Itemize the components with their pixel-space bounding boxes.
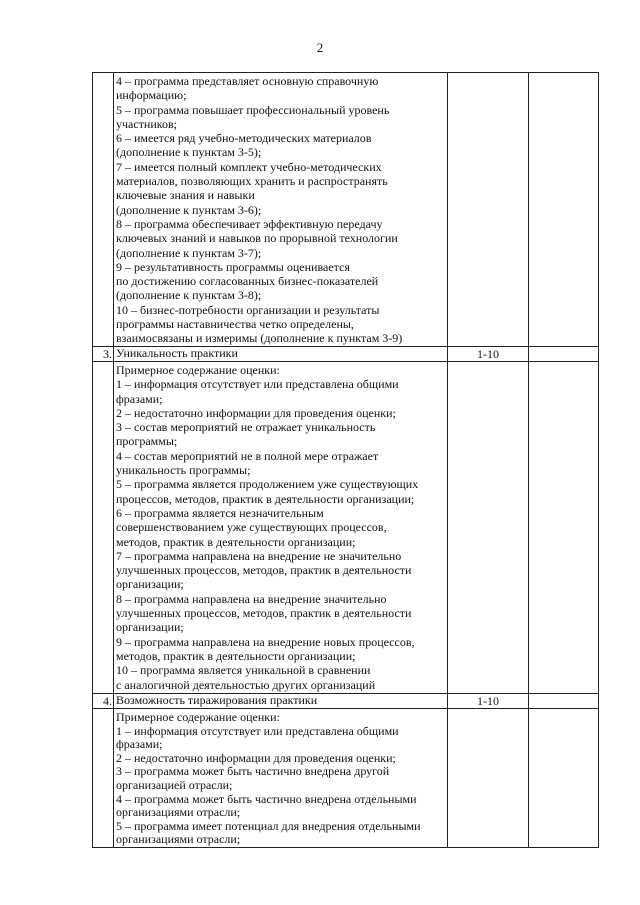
table-border-top: [92, 72, 599, 73]
text-line: (дополнение к пунктам 3-5);: [116, 145, 262, 160]
score-range: 1-10: [477, 694, 499, 708]
text-line: 2 – недостаточно информации для проведения оценки;: [116, 405, 396, 420]
text-line: 7 – имеется полный комплект учебно-методических: [116, 159, 382, 174]
text-line: фразами;: [116, 737, 163, 752]
text-line: 5 – программа является продолжением уже существующих: [116, 477, 419, 492]
text-line: 6 – программа является незначительным: [116, 505, 324, 520]
text-line: Примерное содержание оценки:: [116, 363, 280, 377]
text-line: (дополнение к пунктам 3-7);: [116, 245, 262, 260]
text-line: методов, практик в деятельности организации;: [116, 534, 356, 549]
text-line: улучшенных процессов, методов, практик в деятельности: [116, 563, 412, 578]
text-line: уникальность программы;: [116, 463, 251, 478]
text-line: 5 – программа имеет потенциал для внедрения отдельными: [116, 818, 421, 833]
text-line: 3 – состав мероприятий не отражает уникальность: [116, 420, 376, 435]
score-range: 1-10: [477, 347, 499, 361]
text-line: Примерное содержание оценки:: [116, 710, 280, 724]
table-border-bottom: [92, 847, 599, 848]
text-line: 10 – программа является уникальной в сравнении: [116, 663, 371, 678]
text-line: 9 – результативность программы оценивается: [116, 259, 350, 274]
text-line: совершенствованием уже существующих процессов,: [116, 520, 387, 535]
text-line: процессов, методов, практик в деятельности организации;: [116, 491, 415, 506]
text-line: организацией отрасли;: [116, 777, 233, 792]
text-line: 3 – программа может быть частично внедрена другой: [116, 764, 390, 779]
text-line: 7 – программа направлена на внедрение не значительно: [116, 548, 402, 563]
text-line: организациями отрасли;: [116, 832, 241, 847]
text-line: организации;: [116, 620, 184, 635]
criterion-title: Возможность тиражирования практики: [116, 693, 318, 707]
text-line: ключевых знаний и навыков по прорывной технологии: [116, 231, 398, 246]
text-line: 1 – информация отсутствует или представлена общими: [116, 377, 399, 392]
text-line: 4 – программа может быть частично внедрена отдельными: [116, 791, 417, 806]
text-line: материалов, позволяющих хранить и распространять: [116, 174, 388, 189]
text-line: программы;: [116, 434, 178, 449]
text-line: программы наставничества четко определены,: [116, 317, 354, 332]
table-border-left: [92, 72, 93, 848]
text-line: по достижению согласованных бизнес-показателей: [116, 274, 379, 289]
text-line: информацию;: [116, 88, 187, 103]
text-line: (дополнение к пунктам 3-6);: [116, 202, 262, 217]
text-line: 9 – программа направлена на внедрение новых процессов,: [116, 634, 415, 649]
text-line: фразами;: [116, 391, 163, 406]
text-line: 8 – программа направлена на внедрение значительно: [116, 591, 387, 606]
criteria-description-continued: [116, 75, 402, 347]
text-line: 2 – недостаточно информации для проведения оценки;: [116, 750, 396, 765]
text-line: 6 – имеется ряд учебно-методических материалов: [116, 131, 372, 146]
criteria-description: [116, 711, 421, 847]
criterion-title: Уникальность практики: [116, 346, 238, 360]
text-line: 10 – бизнес-потребности организации и результаты: [116, 302, 380, 317]
text-line: ключевые знания и навыки: [116, 188, 255, 203]
table-column-divider: [528, 72, 529, 848]
text-line: 8 – программа обеспечивает эффективную передачу: [116, 216, 383, 231]
table-column-divider: [113, 72, 114, 848]
text-line: 5 – программа повышает профессиональный уровень: [116, 102, 390, 117]
table-border-right: [598, 72, 599, 848]
text-line: 1 – информация отсутствует или представлена общими: [116, 723, 399, 738]
text-line: 4 – состав мероприятий не в полной мере отражает: [116, 448, 379, 463]
row-number: 3.: [103, 347, 112, 361]
text-line: 4 – программа представляет основную справочную: [116, 74, 379, 88]
text-line: взаимосвязаны и измеримы (дополнение к пунктам 3-9): [116, 331, 403, 346]
text-line: методов, практик в деятельности организации;: [116, 648, 356, 663]
row-number: 4.: [103, 694, 112, 708]
text-line: улучшенных процессов, методов, практик в деятельности: [116, 606, 412, 621]
criteria-description: [116, 364, 418, 693]
text-line: (дополнение к пунктам 3-8);: [116, 288, 262, 303]
table-column-divider: [447, 72, 448, 848]
text-line: участников;: [116, 116, 177, 131]
text-line: организациями отрасли;: [116, 805, 241, 820]
text-line: с аналогичной деятельностью других организаций: [116, 677, 376, 692]
page-number: 2: [316, 40, 324, 55]
text-line: организации;: [116, 577, 184, 592]
